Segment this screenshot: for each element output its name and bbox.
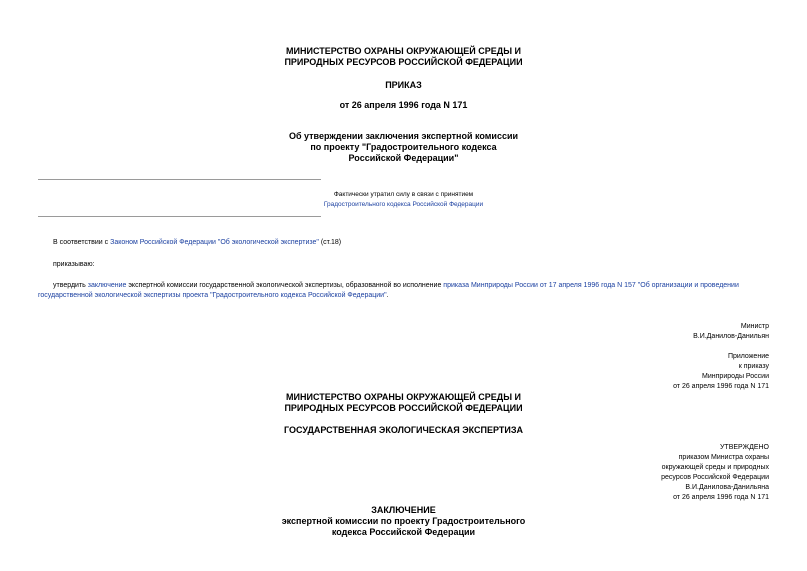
paragraph-basis-suffix: (ст.18) — [318, 239, 342, 246]
approved-line-3: окружающей среды и природных — [661, 464, 769, 471]
ministry-line-2: ПРИРОДНЫХ РЕСУРСОВ РОССИЙСКОЙ ФЕДЕРАЦИИ — [284, 57, 523, 67]
approved-line-2: приказом Министра охраны — [678, 454, 769, 461]
signature-name: В.И.Данилов-Данильян — [693, 333, 769, 340]
divider-top — [38, 179, 321, 180]
doc-title-line-3: Российской Федерации" — [348, 153, 459, 163]
divider-bottom — [38, 216, 321, 217]
conclusion-line-1: ЗАКЛЮЧЕНИЕ — [371, 505, 436, 515]
paragraph-basis-prefix: В соответствии с — [53, 239, 111, 246]
approved-line-1: УТВЕРЖДЕНО — [719, 444, 769, 451]
appendix-line-2: к приказу — [738, 363, 769, 370]
ministry2-line-2: ПРИРОДНЫХ РЕСУРСОВ РОССИЙСКОЙ ФЕДЕРАЦИИ — [284, 403, 523, 413]
paragraph-approve — [38, 281, 773, 301]
approved-line-5: В.И.Данилова-Данильяна — [685, 484, 769, 491]
appendix-line-4: от 26 апреля 1996 года N 171 — [673, 383, 769, 390]
status-note — [0, 190, 807, 210]
doc-title — [0, 131, 807, 164]
approved-line-6: от 26 апреля 1996 года N 171 — [673, 494, 769, 501]
doc-title-line-2: по проекту "Градостроительного кодекса — [310, 142, 497, 152]
approved-block — [661, 443, 769, 503]
conclusion-heading — [0, 505, 807, 538]
ministry-heading — [0, 46, 807, 68]
signature-title: Министр — [740, 323, 769, 330]
status-note-link[interactable]: Градостроительного кодекса Российской Федерации — [323, 201, 484, 208]
doc-title-line-1: Об утверждении заключения экспертной комиссии — [288, 131, 519, 141]
order-157-link[interactable]: приказа Минприроды России от 17 апреля 1996 года N 157 "Об организации и проведении государственной экологической экспертизы проекта "Градостроительного кодекса Российской Федерации" — [38, 282, 739, 299]
paragraph-approve-prefix: утвердить — [53, 282, 88, 289]
conclusion-line-3: кодекса Российской Федерации — [331, 527, 476, 537]
signature-block — [693, 322, 769, 342]
ministry-heading-2 — [0, 392, 807, 414]
expertise-heading: ГОСУДАРСТВЕННАЯ ЭКОЛОГИЧЕСКАЯ ЭКСПЕРТИЗА — [283, 425, 524, 435]
appendix-line-1: Приложение — [727, 353, 769, 360]
doc-date-number: от 26 апреля 1996 года N 171 — [339, 100, 468, 110]
appendix-line-3: Минприроды России — [702, 373, 769, 380]
conclusion-link[interactable]: заключение — [87, 282, 127, 289]
status-note-line: Фактически утратил силу в связи с принятием — [333, 191, 474, 198]
paragraph-order — [38, 260, 773, 270]
ministry-line-1: МИНИСТЕРСТВО ОХРАНЫ ОКРУЖАЮЩЕЙ СРЕДЫ И — [286, 46, 521, 56]
paragraph-approve-mid: экспертной комиссии государственной экологической экспертизы, образованной во исполнение — [126, 282, 444, 289]
paragraph-approve-suffix: . — [386, 292, 389, 299]
approved-line-4: ресурсов Российской Федерации — [661, 474, 769, 481]
appendix-block — [673, 352, 769, 392]
doc-type: ПРИКАЗ — [385, 80, 422, 90]
paragraph-basis — [38, 238, 773, 248]
conclusion-line-2: экспертной комиссии по проекту Градостроительного — [281, 516, 526, 526]
ministry2-line-1: МИНИСТЕРСТВО ОХРАНЫ ОКРУЖАЮЩЕЙ СРЕДЫ И — [286, 392, 521, 402]
law-link[interactable]: Законом Российской Федерации "Об экологической экспертизе" — [110, 239, 319, 246]
paragraph-order-text: приказываю: — [53, 261, 95, 268]
